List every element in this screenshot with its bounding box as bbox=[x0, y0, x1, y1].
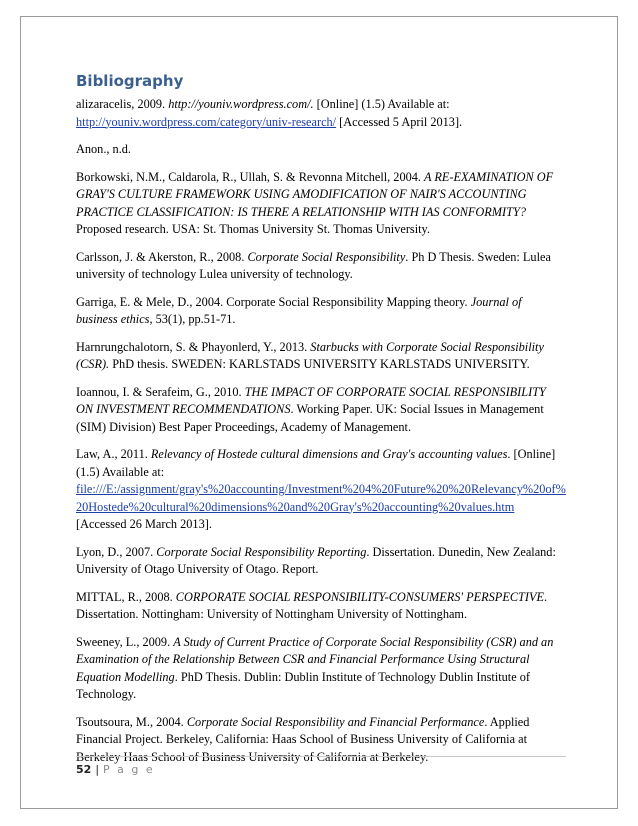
entry-italic: CORPORATE SOCIAL RESPONSIBILITY-CONSUMERS' PERSPECTIVE bbox=[175, 589, 544, 604]
entry-italic: THE IMPACT OF CORPORATE SOCIAL RESPONSIBILITY ON INVESTMENT RECOMMENDATIONS bbox=[76, 384, 546, 416]
entry-text: . Applied Financial Project. Berkeley, California: Haas School of Business University of California at Berkeley Haas School of Business University of California at Berkeley. bbox=[76, 714, 530, 764]
entry-text: . Working Paper. UK: Social Issues in Management (SIM) Division) Best Paper Proceedings, Academy of Management. bbox=[76, 402, 544, 434]
entry-italic: A Study of Current Practice of Corporate Social Responsibility (CSR) and an Examination of the Relationship Between CSR and Financial Performance Using Structural Equation Modelling bbox=[76, 634, 554, 684]
entry-text: Lyon, D., 2007. bbox=[76, 544, 157, 559]
entry-italic: Corporate Social Responsibility Reporting bbox=[156, 544, 367, 559]
bib-entry-garriga bbox=[76, 294, 566, 329]
footer-separator: | bbox=[95, 763, 100, 776]
entry-text: . Dissertation. Nottingham: University of Nottingham University of Nottingham. bbox=[76, 589, 548, 621]
entry-text: Borkowski, N.M., Caldarola, R., Ullah, S. & Revonna Mitchell, 2004. bbox=[76, 169, 425, 184]
entry-text: . [Online] (1.5) Available at: bbox=[76, 447, 556, 479]
bib-entry-harnrungchalotorn bbox=[76, 339, 566, 374]
entry-italic: Corporate Social Responsibility bbox=[247, 249, 406, 264]
page-number: 52 bbox=[76, 763, 92, 776]
bib-entry-tsoutsoura bbox=[76, 714, 566, 767]
entry-text: Proposed research. USA: St. Thomas University St. Thomas University. bbox=[76, 222, 430, 236]
bib-entry-law bbox=[76, 446, 566, 534]
entry-italic: Starbucks with Corporate Social Responsibility (CSR). bbox=[76, 339, 544, 371]
entry-text: MITTAL, R., 2008. bbox=[76, 589, 176, 604]
entry-italic: Corporate Social Responsibility and Financial Performance bbox=[186, 714, 485, 729]
entry-text: Sweeney, L., 2009. bbox=[76, 634, 174, 649]
entry-text: . PhD Thesis. Dublin: Dublin Institute of Technology Dublin Institute of Technology. bbox=[76, 669, 530, 701]
bib-entry-lyon bbox=[76, 544, 566, 579]
entry-italic: A RE-EXAMINATION OF GRAY'S CULTURE FRAMEWORK USING AMODIFICATION OF NAIR'S ACCOUNTING PRACTICE CLASSIFICATION: IS THERE A RELATIONSHIP WITH IAS CONFORMITY? bbox=[76, 169, 554, 219]
entry-text: alizaracelis, 2009. bbox=[76, 97, 169, 111]
page-footer bbox=[76, 763, 155, 776]
page-title: Bibliography bbox=[76, 72, 184, 90]
bib-entry-sweeney bbox=[76, 634, 566, 704]
bib-entry-carlsson bbox=[76, 249, 566, 284]
entry-text: Tsoutsoura, M., 2004. bbox=[76, 714, 187, 729]
entry-link[interactable]: http://youniv.wordpress.com/category/univ-research/ bbox=[76, 114, 337, 129]
entry-text: . Ph D Thesis. Sweden: Lulea university of technology Lulea university of technology. bbox=[76, 249, 551, 281]
entry-link[interactable]: file:///E:/assignment/gray's%20accounting/Investment%204%20Future%20%20Relevancy%20of%20Hostede%20cultural%20dimensions%20and%20Gray's%20accounting%20values.htm bbox=[76, 482, 566, 514]
footer-divider bbox=[76, 756, 566, 757]
entry-text: [Accessed 5 April 2013]. bbox=[336, 114, 463, 129]
bibliography-list bbox=[76, 96, 566, 776]
entry-text: Garriga, E. & Mele, D., 2004. Corporate Social Responsibility Mapping theory. bbox=[76, 294, 471, 309]
bib-entry-ioannou bbox=[76, 384, 566, 437]
entry-italic: Journal of business ethics bbox=[76, 294, 522, 326]
entry-text: Law, A., 2011. bbox=[76, 447, 151, 461]
entry-text: Anon., n.d. bbox=[76, 142, 131, 156]
entry-text: Harnrungchalotorn, S. & Phayonlerd, Y., 2013. bbox=[76, 339, 311, 354]
entry-text: Ioannou, I. & Serafeim, G., 2010. bbox=[76, 384, 245, 399]
bib-entry-alizaracelis bbox=[76, 96, 566, 131]
entry-text: PhD thesis. SWEDEN: KARLSTADS UNIVERSITY KARLSTADS UNIVERSITY. bbox=[109, 357, 530, 371]
entry-text: , 53(1), pp.51-71. bbox=[149, 312, 236, 326]
entry-text: [Online] (1.5) Available at: bbox=[313, 97, 450, 111]
entry-text: [Accessed 26 March 2013]. bbox=[76, 517, 212, 531]
bib-entry-mittal bbox=[76, 589, 566, 624]
entry-text: Carlsson, J. & Akerston, R., 2008. bbox=[76, 249, 248, 264]
bib-entry-borkowski bbox=[76, 169, 566, 239]
entry-italic: http://youniv.wordpress.com/. bbox=[168, 97, 314, 111]
bib-entry-anon bbox=[76, 141, 566, 159]
entry-text: . Dissertation. Dunedin, New Zealand: University of Otago University of Otago. Report. bbox=[76, 544, 556, 576]
entry-italic: Relevancy of Hostede cultural dimensions and Gray's accounting values bbox=[150, 447, 508, 461]
page-label: P a g e bbox=[103, 763, 155, 776]
